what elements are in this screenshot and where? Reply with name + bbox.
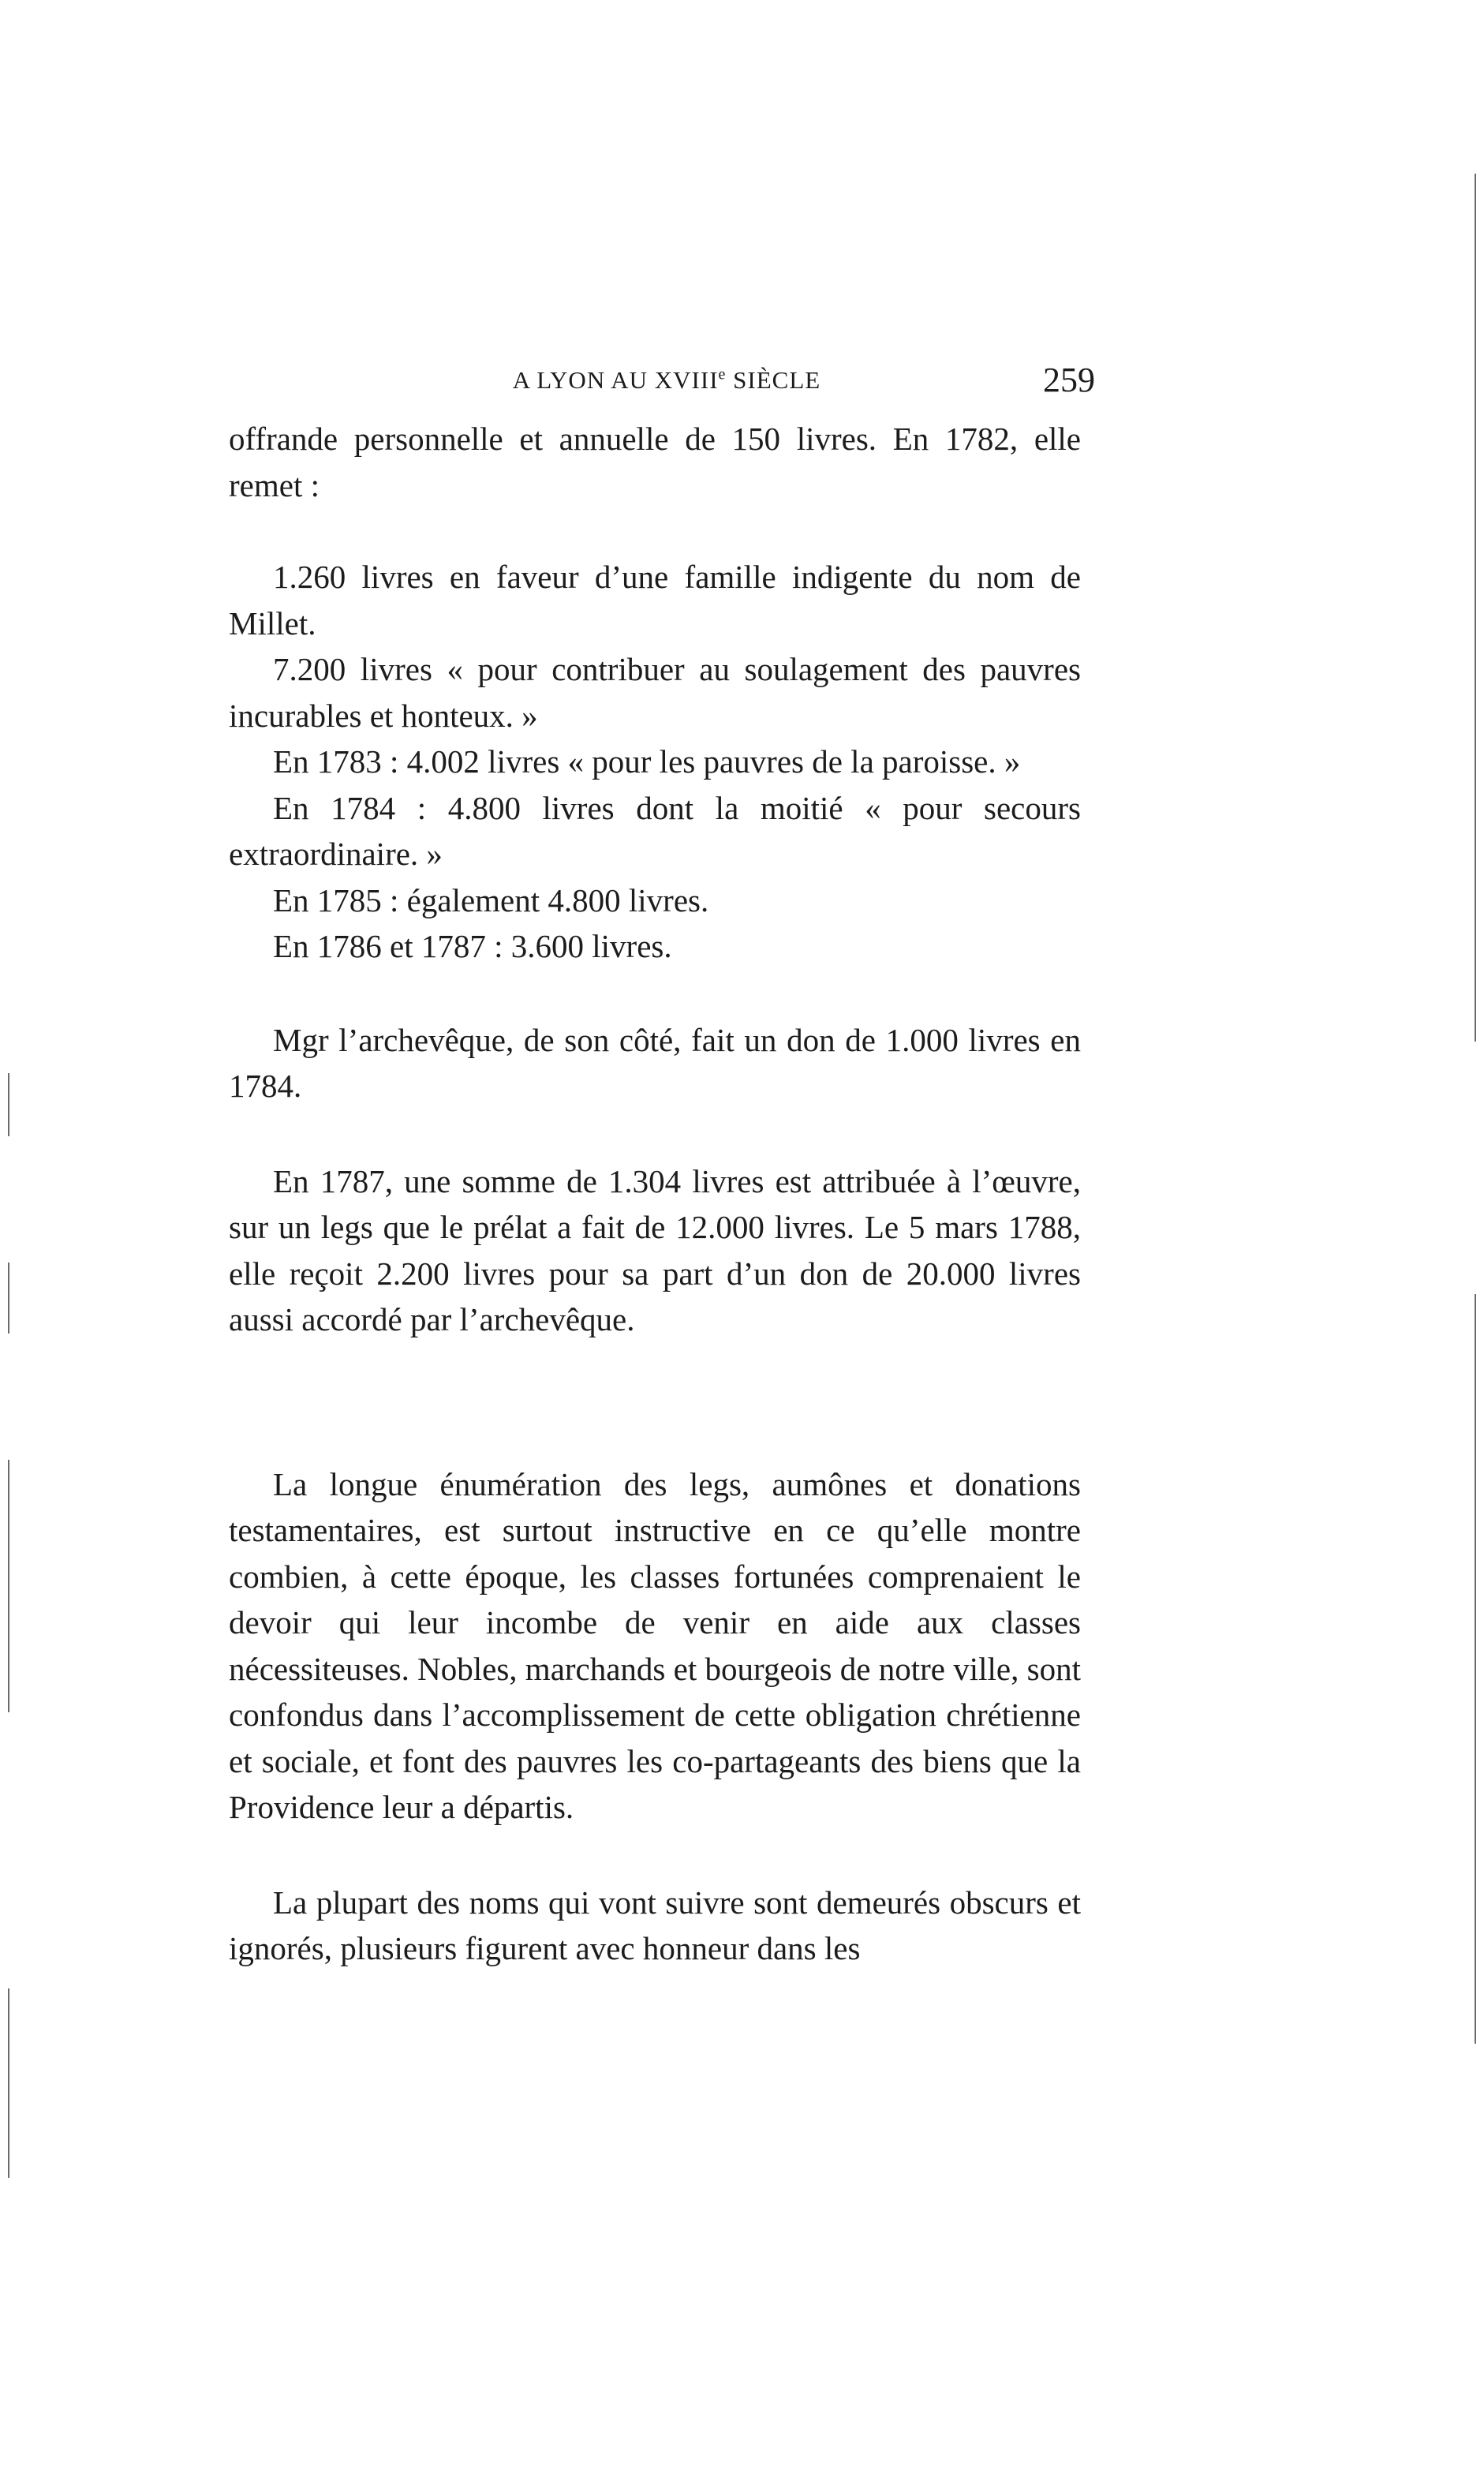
donation-entry: En 1786 et 1787 : 3.600 livres. — [273, 928, 672, 964]
donation-entry: En 1785 : également 4.800 livres. — [273, 881, 709, 918]
running-title-superscript: e — [718, 365, 727, 383]
scan-edge-line — [8, 1073, 9, 1136]
paragraph: En 1787, une somme de 1.304 livres est attribuée à l’œuvre, sur un legs que le prélat a fait de 12.000 livres. Le 5 mars 1788, elle reçoit 2.200 livres pour sa part d’un don de 20.000 livres aussi accordé par l’archevêque. — [229, 1162, 1081, 1337]
paragraph: Mgr l’archevêque, de son côté, fait un don de 1.000 livres en 1784. — [229, 1021, 1081, 1104]
body-text — [229, 416, 1081, 1972]
donation-entry: 1.260 livres en faveur d’une famille indigente du nom de Millet. — [229, 559, 1081, 642]
scan-edge-line — [8, 1460, 9, 1712]
paragraph-continuation: offrande personnelle et annuelle de 150 livres. En 1782, elle remet : — [229, 421, 1081, 503]
running-title-end: SIÈCLE — [726, 366, 821, 394]
donation-entry: En 1784 : 4.800 livres dont la moitié « pour secours extraordinaire. » — [229, 789, 1081, 872]
paragraph: La plupart des noms qui vont suivre sont demeurés obscurs et ignorés, plusieurs figurent avec honneur dans les — [229, 1884, 1081, 1966]
scan-edge-line — [1475, 1294, 1476, 2044]
page-header — [229, 357, 1105, 404]
paragraph: La longue énumération des legs, aumônes et donations testamentaires, est surtout instructive en ce qu’elle montre combien, à cette époque, les classes fortunées comprenaient le devoir qui leur incombe de venir en aide aux classes nécessiteuses. Nobles, marchands et bourgeois de notre ville, sont confondus dans l’accomplissement de cette obligation chrétienne et sociale, et font des pauvres les co-partageants des biens que la Providence leur a départis. — [229, 1465, 1081, 1825]
scan-edge-line — [8, 1263, 9, 1334]
donation-entry: 7.200 livres « pour contribuer au soulagement des pauvres incurables et honteux. » — [229, 651, 1081, 734]
running-title-main: A LYON AU XVIII — [512, 366, 719, 394]
scan-edge-line — [1475, 174, 1476, 1042]
donation-entry: En 1783 : 4.002 livres « pour les pauvres de la paroisse. » — [273, 743, 1021, 780]
running-title — [229, 357, 1105, 404]
scan-edge-line — [8, 1988, 9, 2178]
page-number: 259 — [1043, 361, 1095, 399]
